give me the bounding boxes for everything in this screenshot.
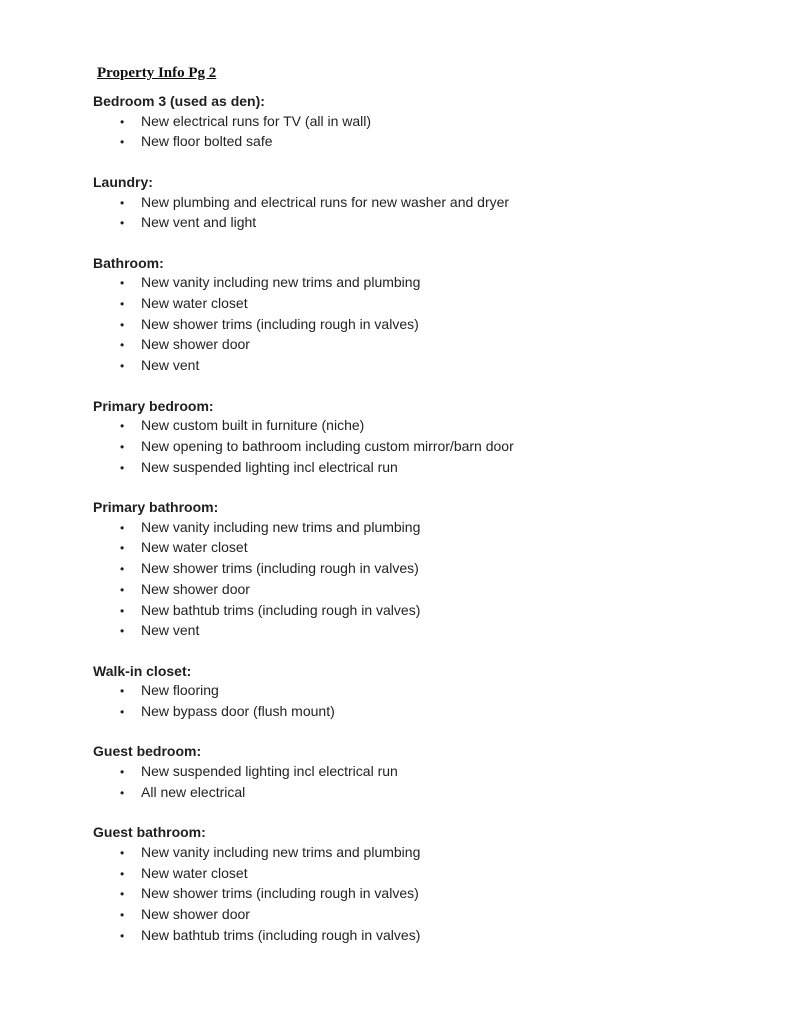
bullet-list: [93, 762, 751, 803]
bullet-icon: •: [120, 520, 125, 535]
section-primary-bedroom: [93, 397, 751, 479]
list-item-text: New plumbing and electrical runs for new washer and dryer: [141, 193, 510, 210]
bullet-icon: •: [120, 439, 125, 454]
list-item: [93, 702, 751, 723]
bullet-icon: •: [120, 562, 125, 577]
list-item-text: New water closet: [141, 539, 248, 556]
list-item: [93, 132, 751, 153]
section-guest-bathroom: [93, 823, 751, 946]
list-item-text: New opening to bathroom including custom mirror/barn door: [141, 437, 514, 454]
list-item-text: New electrical runs for TV (all in wall): [141, 112, 372, 129]
bullet-icon: •: [120, 928, 125, 943]
bullet-icon: •: [120, 276, 125, 291]
section-heading: Guest bathroom:: [93, 824, 206, 841]
section-laundry: [93, 173, 751, 234]
section-heading: Bedroom 3 (used as den):: [93, 93, 265, 109]
list-item-text: New water closet: [141, 864, 248, 881]
bullet-icon: •: [120, 338, 125, 353]
document-content: [93, 64, 751, 946]
list-item: [93, 213, 751, 234]
bullet-icon: •: [120, 419, 125, 434]
list-item-text: New bathtub trims (including rough in valves): [141, 926, 421, 943]
section-primary-bathroom: [93, 498, 751, 642]
list-item: [93, 884, 751, 905]
list-item: [93, 294, 751, 315]
bullet-icon: •: [120, 705, 125, 720]
list-item: [93, 580, 751, 601]
list-item: [93, 273, 751, 294]
list-item-text: New vent: [141, 357, 200, 374]
bullet-icon: •: [120, 135, 125, 150]
list-item: [93, 681, 751, 702]
list-item-text: New suspended lighting incl electrical run: [141, 458, 398, 475]
bullet-list: [93, 193, 751, 234]
list-item: [93, 193, 751, 214]
bullet-icon: •: [120, 908, 125, 923]
list-item-text: New shower door: [141, 336, 250, 353]
bullet-icon: •: [120, 195, 125, 210]
list-item-text: New bypass door (flush mount): [141, 703, 335, 720]
bullet-icon: •: [120, 317, 125, 332]
bullet-icon: •: [120, 297, 125, 311]
list-item-text: New vanity including new trims and plumbing: [141, 843, 421, 860]
bullet-icon: •: [120, 845, 125, 860]
list-item: [93, 926, 751, 947]
section-bedroom-3: [93, 92, 751, 153]
list-item-text: All new electrical: [141, 783, 246, 800]
list-item-text: New floor bolted safe: [141, 133, 273, 150]
bullet-icon: •: [120, 359, 125, 374]
section-heading: Bathroom:: [93, 254, 164, 271]
bullet-icon: •: [120, 460, 125, 475]
list-item-text: New shower trims (including rough in valves): [141, 560, 419, 577]
bullet-icon: •: [120, 765, 125, 780]
bullet-list: [93, 681, 751, 722]
list-item-text: New shower door: [141, 580, 250, 597]
list-item: [93, 518, 751, 539]
list-item-text: New vent and light: [141, 214, 257, 231]
list-item: [93, 762, 751, 783]
list-item: [93, 601, 751, 622]
bullet-icon: •: [120, 541, 125, 556]
bullet-icon: •: [120, 582, 125, 597]
bullet-icon: •: [120, 887, 125, 902]
list-item-text: New water closet: [141, 295, 248, 311]
bullet-icon: •: [120, 603, 125, 618]
list-item-text: New suspended lighting incl electrical run: [141, 763, 398, 780]
section-guest-bedroom: [93, 742, 751, 803]
section-heading: Primary bathroom:: [93, 499, 219, 515]
list-item: [93, 843, 751, 864]
section-heading: Primary bedroom:: [93, 397, 214, 414]
list-item-text: New custom built in furniture (niche): [141, 417, 365, 434]
list-item: [93, 416, 751, 437]
list-item-text: New shower door: [141, 906, 250, 923]
list-item: [93, 458, 751, 479]
bullet-list: [93, 112, 751, 153]
section-heading: Walk-in closet:: [93, 662, 192, 679]
list-item-text: New shower trims (including rough in valves): [141, 885, 419, 902]
section-heading: Guest bedroom:: [93, 743, 202, 760]
list-item: [93, 437, 751, 458]
list-item-text: New vent: [141, 622, 200, 639]
list-item: [93, 559, 751, 580]
list-item: [93, 905, 751, 926]
list-item: [93, 864, 751, 885]
section-heading: Laundry:: [93, 173, 153, 190]
bullet-list: [93, 416, 751, 478]
list-item-text: New shower trims (including rough in valves): [141, 315, 419, 332]
bullet-icon: •: [120, 785, 125, 800]
section-walk-in-closet: [93, 662, 751, 723]
bullet-icon: •: [120, 114, 125, 129]
bullet-icon: •: [120, 216, 125, 231]
bullet-icon: •: [120, 866, 125, 881]
list-item-text: New vanity including new trims and plumbing: [141, 518, 421, 535]
bullet-list: [93, 518, 751, 642]
bullet-icon: •: [120, 684, 125, 699]
list-item-text: New flooring: [141, 682, 219, 699]
list-item: [93, 356, 751, 377]
bullet-list: [93, 273, 751, 377]
list-item-text: New vanity including new trims and plumbing: [141, 274, 421, 291]
list-item-text: New bathtub trims (including rough in valves): [141, 601, 421, 618]
list-item: [93, 538, 751, 559]
list-item: [93, 112, 751, 133]
bullet-list: [93, 843, 751, 947]
list-item: [93, 621, 751, 642]
list-item: [93, 315, 751, 336]
list-item: [93, 783, 751, 804]
section-bathroom: [93, 254, 751, 377]
list-item: [93, 335, 751, 356]
page-title: Property Info Pg 2: [97, 65, 217, 81]
bullet-icon: •: [120, 624, 125, 639]
